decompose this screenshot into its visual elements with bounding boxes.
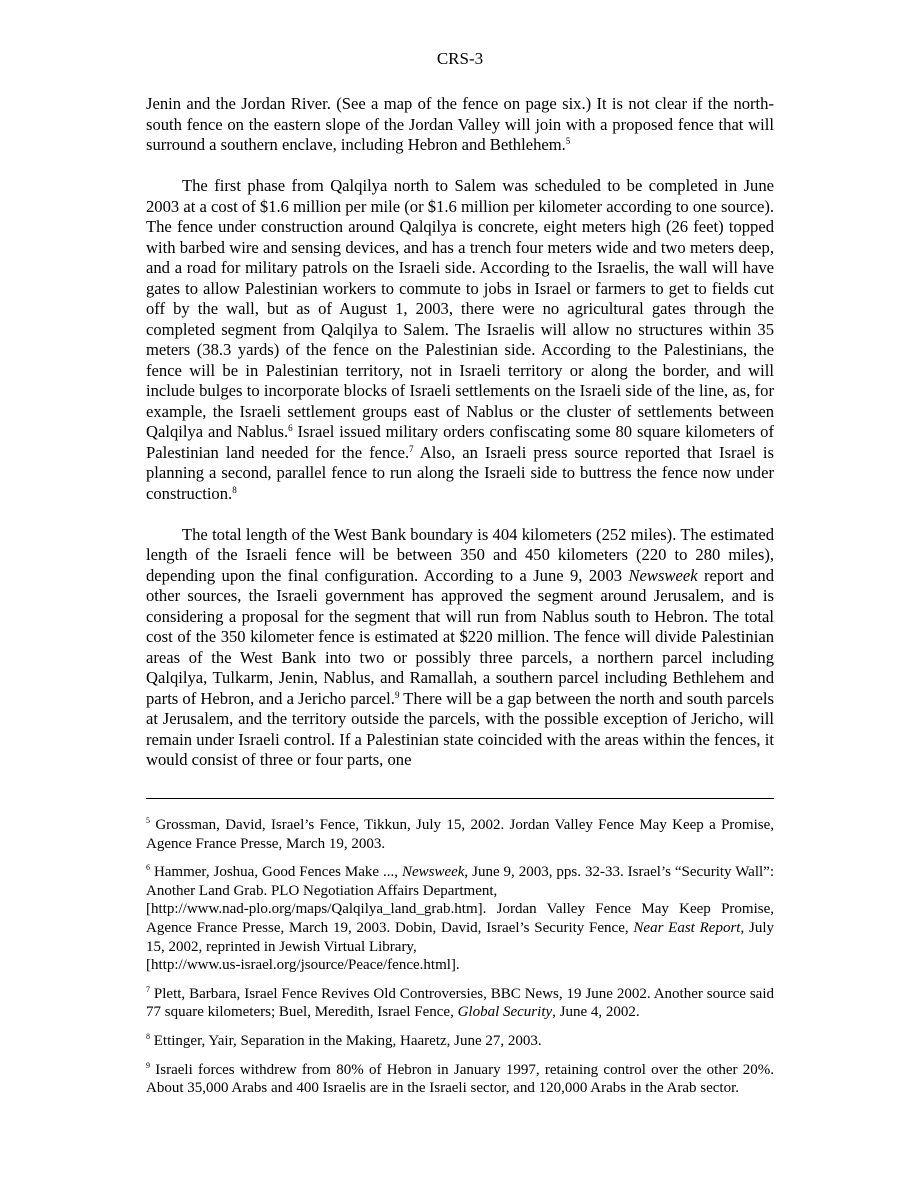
paragraph-2 bbox=[146, 176, 774, 504]
footnote-number: 6 bbox=[146, 863, 150, 873]
footnote-text: , June 4, 2002. bbox=[552, 1004, 640, 1021]
footnote-number: 9 bbox=[146, 1060, 150, 1070]
footnote-number: 8 bbox=[146, 1031, 150, 1041]
reference-url[interactable]: [http://www.us-israel.org/jsource/Peace/fence.html]. bbox=[146, 957, 460, 974]
footnote-text: , July 15, 2002, reprinted in Jewish Virtual Library, bbox=[146, 919, 774, 955]
paragraph-text: The total length of the West Bank boundary is 404 kilometers (252 miles). The estimated length of the Israeli fence will be between 350 and 450 kilometers (220 to 280 miles), depending upon the final configuration. According to a June 9, 2003 bbox=[146, 524, 774, 585]
footnote-9 bbox=[146, 1061, 774, 1098]
footnote-divider bbox=[146, 798, 774, 799]
footnote-number: 7 bbox=[146, 984, 150, 994]
footnote-8 bbox=[146, 1032, 774, 1051]
paragraph-text: Also, an Israeli press source reported that Israel is planning a second, parallel fence to run along the Israeli side to buttress the fence now under construction. bbox=[146, 442, 774, 503]
paragraph-text: Jenin and the Jordan River. (See a map of the fence on page six.) It is not clear if the north-south fence on the eastern slope of the Jordan Valley will join with a proposed fence that will surround a southern enclave, including Hebron and Bethlehem. bbox=[146, 94, 774, 154]
paragraph-text: report and other sources, the Israeli government has approved the segment around Jerusalem, and is considering a proposal for the segment that will run from Nablus south to Hebron. The total cost of the 350 kilometer fence is estimated at $220 million. The fence will divide Palestinian areas of the West Bank into two or possibly three parcels, a northern parcel including Qalqilya, Tulkarm, Jenin, Nablus, and Ramallah, a southern parcel including Bethlehem and parts of Hebron, and a Jericho parcel. bbox=[146, 565, 774, 708]
footnote-ref-5: 5 bbox=[565, 136, 571, 146]
publication-title: Global Security bbox=[457, 1004, 553, 1021]
footnote-text: , June 9, 2003, pps. 32-33. Israel’s “Security Wall”: Another Land Grab. PLO Negotiation Affairs Department, bbox=[146, 864, 774, 899]
body-text bbox=[146, 94, 774, 791]
footnote-ref-8: 8 bbox=[232, 484, 237, 495]
paragraph-1 bbox=[146, 94, 774, 156]
footnote-6 bbox=[146, 863, 774, 975]
footnote-text: Plett, Barbara, Israel Fence Revives Old Controversies, BBC News, 19 June 2002. Another source said 77 square kilometers; Buel, Meredith, Israel Fence, bbox=[146, 985, 774, 1021]
footnote-ref-6: 6 bbox=[288, 423, 293, 433]
footnote-text: Grossman, David, Israel’s Fence, Tikkun, July 15, 2002. Jordan Valley Fence May Keep a Promise, Agence France Presse, March 19, 2003. bbox=[146, 817, 774, 852]
footnotes bbox=[146, 816, 774, 1108]
footnote-text: Ettinger, Yair, Separation in the Making, Haaretz, June 27, 2003. bbox=[150, 1032, 542, 1049]
footnote-5 bbox=[146, 816, 774, 853]
footnote-ref-9: 9 bbox=[394, 689, 400, 700]
footnote-text: Israeli forces withdrew from 80% of Hebron in January 1997, retaining control over the other 20%. About 35,000 Arabs and 400 Israelis are in the Israeli sector, and 120,000 Arabs in the Arab sector. bbox=[146, 1061, 774, 1097]
paragraph-text: The first phase from Qalqilya north to Salem was scheduled to be completed in June 2003 at a cost of $1.6 million per mile (or $1.6 million per kilometer according to one source). The fence under construction around Qalqilya is concrete, eight meters high (26 feet) topped with barbed wire and sensing devices, and has a trench four meters wide and two meters deep, and a road for military patrols on the Israeli side. According to the Israelis, the wall will have gates to allow Palestinian workers to commute to jobs in Israel or farmers to get to fields cut off by the wall, but as of August 1, 2003, there were no agricultural gates through the completed segment from Qalqilya to Salem. The Israelis will allow no structures within 35 meters (38.3 yards) of the fence on the Palestinian side. According to the Palestinians, the fence will be in Palestinian territory, not in Israeli territory or along the border, and will include bulges to incorporate blocks of Israeli settlements on the Israeli side of the line, as, for example, the Israeli settlement groups east of Nablus or the cluster of settlements between Qalqilya and Nablus. bbox=[146, 176, 774, 441]
paragraph-text: There will be a gap between the north and south parcels at Jerusalem, and the territory outside the parcels, with the possible exception of Jericho, will remain under Israeli control. If a Palestinian state coincided with the areas within the fences, it would consist of three or four parts, one bbox=[146, 688, 774, 769]
footnote-ref-7: 7 bbox=[409, 443, 414, 454]
page-number-header: CRS-3 bbox=[436, 49, 484, 68]
paragraph-3 bbox=[146, 525, 774, 771]
publication-title: Newsweek bbox=[628, 565, 698, 585]
publication-title: Newsweek bbox=[401, 864, 465, 881]
footnote-7 bbox=[146, 985, 774, 1022]
footnote-text: Hammer, Joshua, Good Fences Make ..., bbox=[150, 864, 402, 881]
publication-title: Near East Report bbox=[633, 919, 741, 936]
paragraph-text: Israel issued military orders confiscating some 80 square kilometers of Palestinian land needed for the fence. bbox=[146, 422, 774, 462]
footnote-text: [http://www.nad-plo.org/maps/Qalqilya_land_grab.htm]. Jordan Valley Fence May Keep Promise, Agence France Presse, March 19, 2003. Dobin, David, Israel’s Security Fence, bbox=[146, 901, 774, 936]
footnote-number: 5 bbox=[146, 816, 150, 825]
